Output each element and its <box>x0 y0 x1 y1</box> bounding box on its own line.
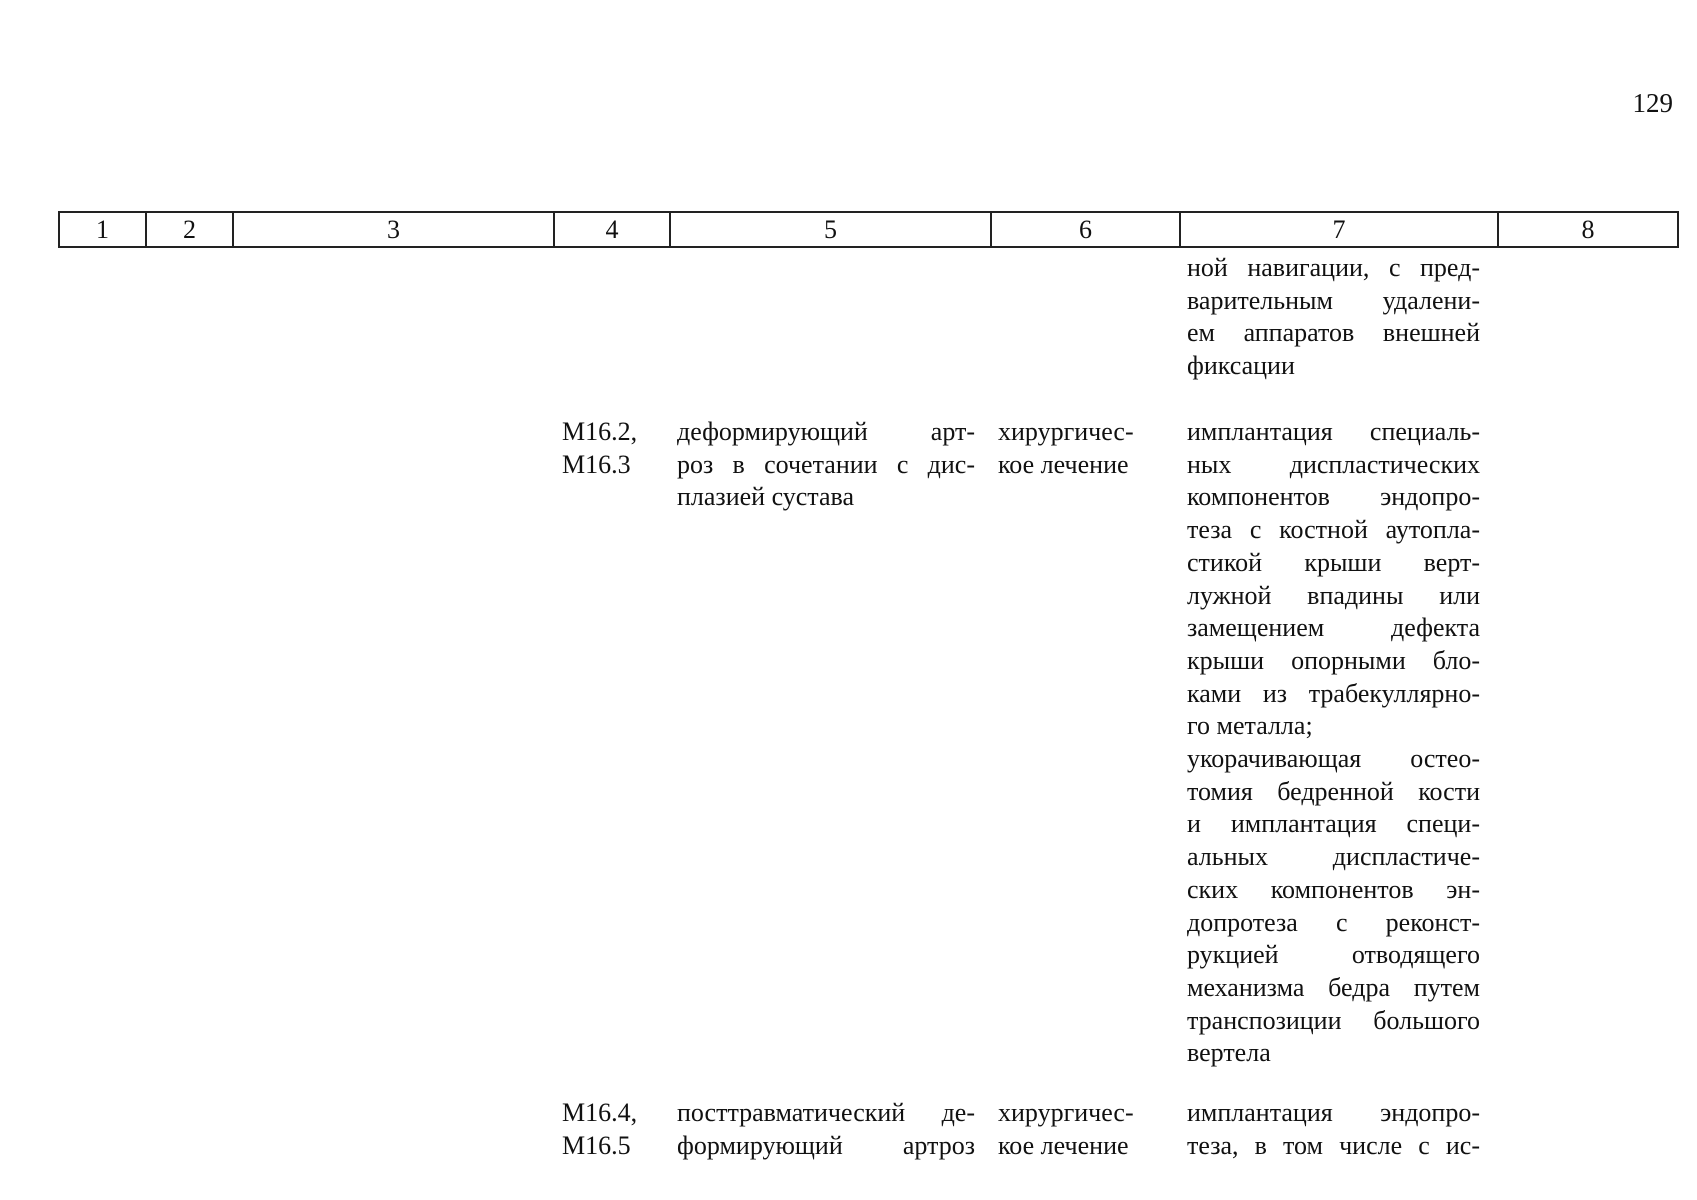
text-line: формирующий артроз <box>677 1130 975 1160</box>
text-line: допротеза с реконст- <box>1187 907 1480 937</box>
text-line: посттравматический де- <box>677 1098 975 1127</box>
text-line: механизма бедра путем <box>1187 972 1480 1002</box>
continuation-method-cell <box>1187 252 1480 383</box>
text-line: го металла; <box>1187 711 1313 741</box>
text-line: роз в сочетании с дис- <box>677 449 975 479</box>
icd-code-cell <box>562 1097 644 1162</box>
text-line: стикой крыши верт- <box>1187 547 1480 577</box>
treatment-type-cell <box>998 416 1164 481</box>
column-number-8: 8 <box>1498 212 1678 247</box>
text-line: рукцией отводящего <box>1187 940 1480 970</box>
column-number-7: 7 <box>1180 212 1498 247</box>
text-line: деформирующий арт- <box>677 417 975 446</box>
text-line: томия бедренной кости <box>1187 776 1480 806</box>
icd-code-cell <box>562 416 644 481</box>
column-number-6: 6 <box>991 212 1180 247</box>
text-line: имплантация эндопро- <box>1187 1098 1480 1127</box>
text-line: ских компонентов эн- <box>1187 874 1480 904</box>
text-line: ных диспластических <box>1187 449 1480 479</box>
icd-code: М16.3 <box>562 449 631 479</box>
column-number-5: 5 <box>670 212 991 247</box>
text-line: ками из трабекуллярно- <box>1187 678 1480 708</box>
column-number-4: 4 <box>554 212 670 247</box>
page-number: 129 <box>1632 88 1673 118</box>
text-line: замещением дефекта <box>1187 613 1480 643</box>
text-line: кое лечение <box>998 1130 1129 1160</box>
text-line: ем аппаратов внешней <box>1187 318 1480 348</box>
treatment-method-cell <box>1187 1097 1480 1162</box>
text-line: теза, в том числе с ис- <box>1187 1130 1480 1160</box>
text-line: хирургичес- <box>998 417 1134 446</box>
treatment-type-cell <box>998 1097 1164 1162</box>
text-line: хирургичес- <box>998 1098 1134 1127</box>
text-line: ной навигации, с пред- <box>1187 253 1480 282</box>
text-line: теза с костной аутопла- <box>1187 515 1480 545</box>
treatment-method-cell <box>1187 416 1480 1070</box>
text-line: укорачивающая остео- <box>1187 744 1480 774</box>
column-number-header <box>58 211 1679 248</box>
column-number-3: 3 <box>233 212 554 247</box>
text-line: альных диспластиче- <box>1187 842 1480 872</box>
text-line: кое лечение <box>998 449 1129 479</box>
text-line: лужной впадины или <box>1187 580 1480 610</box>
diagnosis-cell <box>677 1097 975 1162</box>
text-line: фиксации <box>1187 351 1295 381</box>
text-line: вертела <box>1187 1038 1271 1068</box>
text-line: крыши опорными бло- <box>1187 645 1480 675</box>
text-line: варительным удалени- <box>1187 285 1480 315</box>
text-line: имплантация специаль- <box>1187 417 1480 446</box>
column-number-2: 2 <box>146 212 233 247</box>
icd-code: М16.2, <box>562 417 638 446</box>
text-line: плазией сустава <box>677 482 854 512</box>
icd-code: М16.5 <box>562 1130 631 1160</box>
icd-code: М16.4, <box>562 1098 638 1127</box>
text-line: и имплантация специ- <box>1187 809 1480 839</box>
diagnosis-cell <box>677 416 975 514</box>
column-number-1: 1 <box>59 212 146 247</box>
text-line: транспозиции большого <box>1187 1005 1480 1035</box>
text-line: компонентов эндопро- <box>1187 482 1480 512</box>
